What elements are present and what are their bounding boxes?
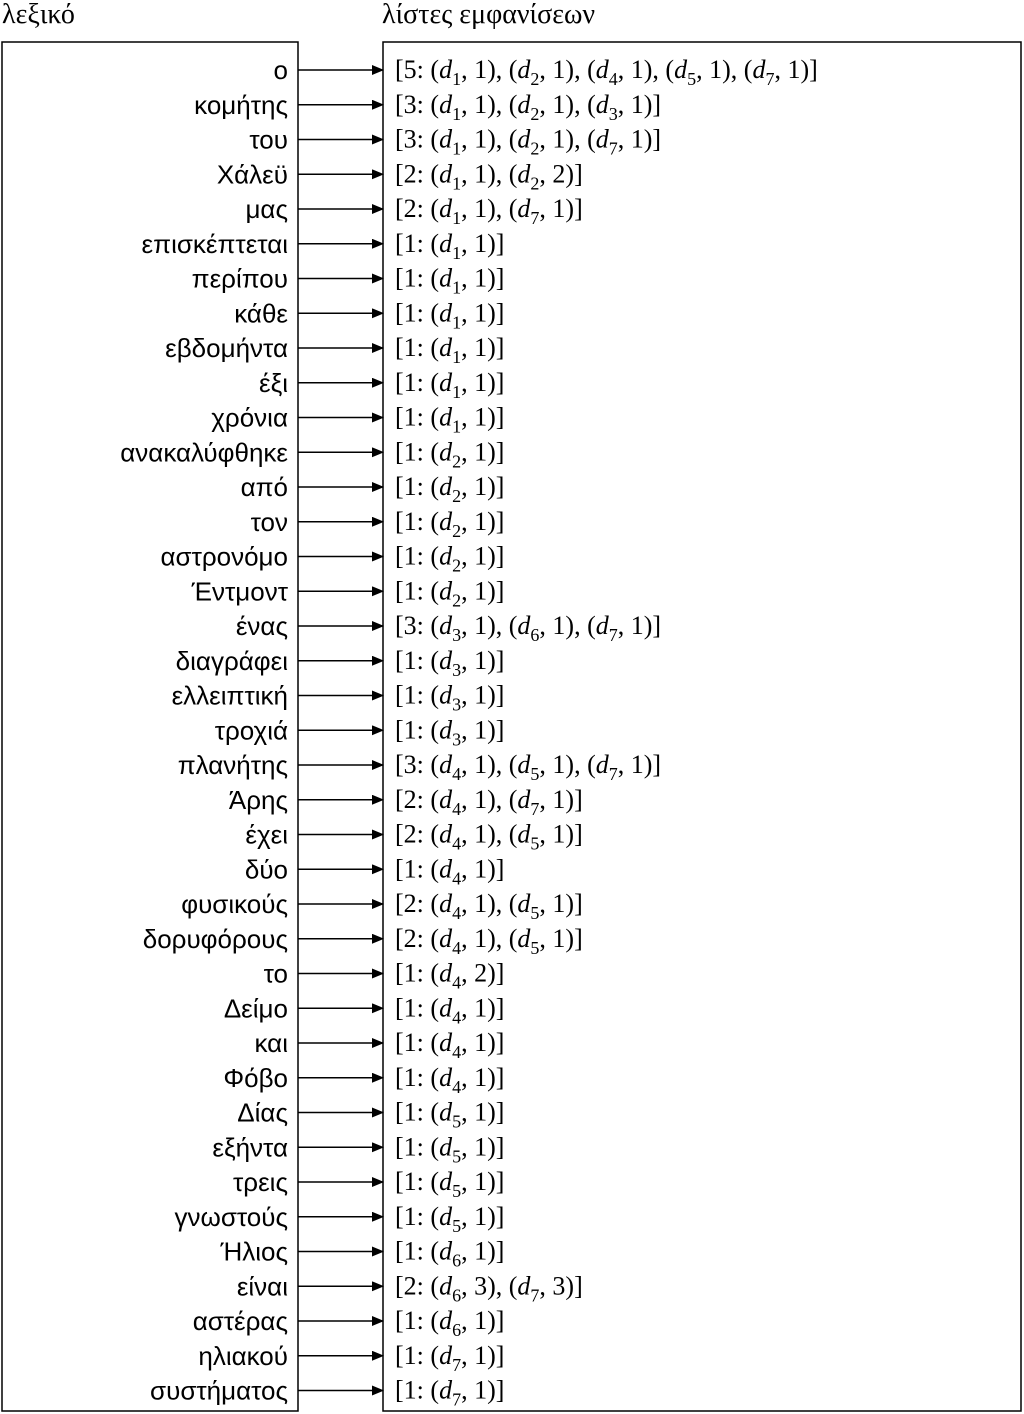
dictionary-term: τον — [250, 506, 288, 537]
dictionary-term: Δίας — [237, 1097, 288, 1128]
dictionary-term: εβδομήντα — [165, 333, 288, 363]
posting-list: [3: ($d_4$, 1), ($d_5$, 1), ($d_7$, 1)] — [395, 750, 662, 784]
index-row — [176, 646, 505, 680]
posting-list: [1: ($d_3$, 1)] — [395, 680, 505, 715]
index-row — [234, 298, 504, 332]
posting-list: [1: ($d_7$, 1)] — [395, 1375, 505, 1410]
dictionary-term: ηλιακού — [198, 1340, 288, 1371]
index-row — [178, 750, 661, 784]
posting-list: [1: ($d_2$, 1)] — [395, 472, 505, 506]
index-row — [224, 993, 505, 1027]
posting-list: [1: ($d_7$, 1)] — [395, 1340, 505, 1375]
dictionary-term: ελλειπτική — [171, 680, 288, 711]
posting-list: [1: ($d_3$, 1)] — [395, 645, 505, 680]
dictionary-term: μας — [245, 194, 288, 224]
dictionary-term: γνωστούς — [174, 1201, 288, 1232]
index-row — [233, 1167, 504, 1201]
index-row — [192, 264, 505, 298]
posting-list: [1: ($d_3$, 1)] — [395, 715, 505, 750]
index-row — [241, 472, 505, 506]
posting-list: [1: ($d_4$, 1)] — [395, 1062, 505, 1097]
posting-list: [1: ($d_2$, 1)] — [395, 576, 505, 611]
dictionary-term: είναι — [236, 1271, 288, 1302]
index-row — [194, 90, 661, 124]
dictionary-term: από — [240, 472, 288, 502]
posting-list: [1: ($d_5$, 1)] — [395, 1097, 505, 1132]
index-row — [175, 1202, 505, 1236]
index-row — [237, 1271, 583, 1305]
index-row — [223, 1063, 504, 1097]
posting-list: [1: ($d_1$, 1)] — [395, 263, 505, 298]
dictionary-term: έξι — [258, 367, 288, 398]
dictionary-term: αστρονόμο — [160, 541, 288, 572]
dictionary-term: τροχιά — [214, 715, 288, 746]
dictionary-term: δύο — [244, 854, 288, 885]
posting-list: [2: ($d_4$, 1), ($d_5$, 1)] — [395, 923, 583, 958]
dictionary-term: κάθε — [234, 298, 288, 329]
posting-list: [3: ($d_1$, 1), ($d_2$, 1), ($d_7$, 1)] — [395, 124, 662, 159]
posting-list: [1: ($d_5$, 1)] — [395, 1167, 505, 1201]
index-row — [237, 1098, 504, 1132]
dictionary-term: του — [249, 124, 288, 155]
posting-list: [1: ($d_5$, 1)] — [395, 1132, 505, 1167]
index-row — [259, 368, 504, 402]
posting-list: [3: ($d_3$, 1), ($d_6$, 1), ($d_7$, 1)] — [395, 611, 662, 645]
index-row — [211, 403, 504, 437]
dictionary-term: Φόβο — [223, 1062, 288, 1093]
dictionary-header: λεξικό — [2, 0, 75, 30]
index-row — [198, 1341, 504, 1375]
postings-header: λίστες εμφανίσεων — [382, 0, 596, 30]
dictionary-term: τρεις — [233, 1167, 288, 1197]
index-row — [255, 1028, 505, 1062]
dictionary-term: το — [263, 958, 288, 989]
posting-list: [2: ($d_4$, 1), ($d_7$, 1)] — [395, 784, 583, 819]
dictionary-term: Άρης — [228, 784, 288, 815]
index-row — [274, 55, 818, 89]
posting-list: [2: ($d_4$, 1), ($d_5$, 1)] — [395, 819, 583, 854]
index-row — [142, 229, 505, 263]
posting-list: [1: ($d_6$, 1)] — [395, 1236, 505, 1271]
dictionary-term: φυσικούς — [181, 889, 288, 919]
posting-list: [1: ($d_2$, 1)] — [395, 506, 505, 541]
index-row — [251, 507, 505, 541]
posting-list: [1: ($d_1$, 1)] — [395, 333, 505, 367]
index-row — [150, 1376, 504, 1410]
posting-list: [1: ($d_6$, 1)] — [395, 1306, 505, 1340]
posting-list: [2: ($d_4$, 1), ($d_5$, 1)] — [395, 889, 583, 923]
dictionary-term: χρόνια — [211, 402, 288, 433]
dictionary-term: αστέρας — [192, 1306, 288, 1336]
dictionary-term: έχει — [245, 819, 288, 850]
index-row — [212, 1132, 504, 1166]
dictionary-term: περίπου — [191, 263, 288, 294]
index-row — [249, 125, 661, 159]
dictionary-term: συστήματος — [150, 1375, 288, 1406]
posting-list: [1: ($d_4$, 1)] — [395, 854, 505, 889]
index-row — [161, 542, 505, 576]
dictionary-term: δορυφόρους — [142, 923, 288, 954]
posting-list: [1: ($d_4$, 2)] — [395, 958, 505, 993]
index-row — [193, 1306, 505, 1340]
index-row — [165, 333, 504, 367]
posting-list: [1: ($d_1$, 1)] — [395, 228, 505, 263]
index-row — [229, 785, 583, 819]
posting-list: [1: ($d_4$, 1)] — [395, 993, 505, 1028]
posting-list: [1: ($d_1$, 1)] — [395, 367, 505, 402]
posting-list: [2: ($d_1$, 1), ($d_2$, 2)] — [395, 159, 583, 194]
index-row — [219, 1237, 504, 1271]
posting-list: [2: ($d_6$, 3), ($d_7$, 3)] — [395, 1271, 583, 1306]
posting-list: [1: ($d_4$, 1)] — [395, 1028, 505, 1062]
index-row — [217, 159, 583, 193]
posting-list: [1: ($d_2$, 1)] — [395, 541, 505, 576]
dictionary-term: Έντμοντ — [191, 576, 288, 607]
dictionary-term: ανακαλύφθηκε — [120, 437, 288, 468]
dictionary-term: Χάλεϋ — [216, 159, 288, 190]
posting-list: [1: ($d_1$, 1)] — [395, 402, 505, 437]
posting-list: [1: ($d_1$, 1)] — [395, 298, 505, 333]
posting-list: [2: ($d_1$, 1), ($d_7$, 1)] — [395, 194, 583, 228]
index-row — [236, 611, 661, 645]
index-row — [264, 959, 505, 993]
index-row — [181, 889, 583, 923]
index-row — [215, 715, 505, 749]
posting-list: [1: ($d_2$, 1)] — [395, 437, 505, 472]
index-row — [172, 681, 505, 715]
dictionary-term: και — [254, 1028, 288, 1058]
posting-list: [1: ($d_5$, 1)] — [395, 1201, 505, 1236]
index-row — [143, 924, 583, 958]
dictionary-term: ένας — [235, 611, 288, 641]
index-row — [245, 854, 505, 888]
index-rows — [120, 55, 818, 1410]
index-row — [245, 820, 582, 854]
dictionary-term: επισκέπτεται — [141, 228, 288, 259]
index-row — [191, 576, 505, 610]
index-row — [120, 437, 504, 471]
dictionary-term: Δείμο — [223, 993, 288, 1024]
dictionary-term: κομήτης — [194, 89, 288, 120]
dictionary-term: διαγράφει — [175, 645, 288, 676]
index-row — [245, 194, 582, 228]
dictionary-term: ο — [273, 55, 288, 85]
dictionary-term: πλανήτης — [177, 750, 288, 780]
dictionary-term: εξήντα — [212, 1132, 288, 1163]
posting-list: [5: ($d_1$, 1), ($d_2$, 1), ($d_4$, 1), ($d_5$, 1), ($d_7$, 1)] — [395, 55, 818, 89]
dictionary-term: Ήλιος — [220, 1236, 288, 1267]
posting-list: [3: ($d_1$, 1), ($d_2$, 1), ($d_3$, 1)] — [395, 89, 662, 124]
